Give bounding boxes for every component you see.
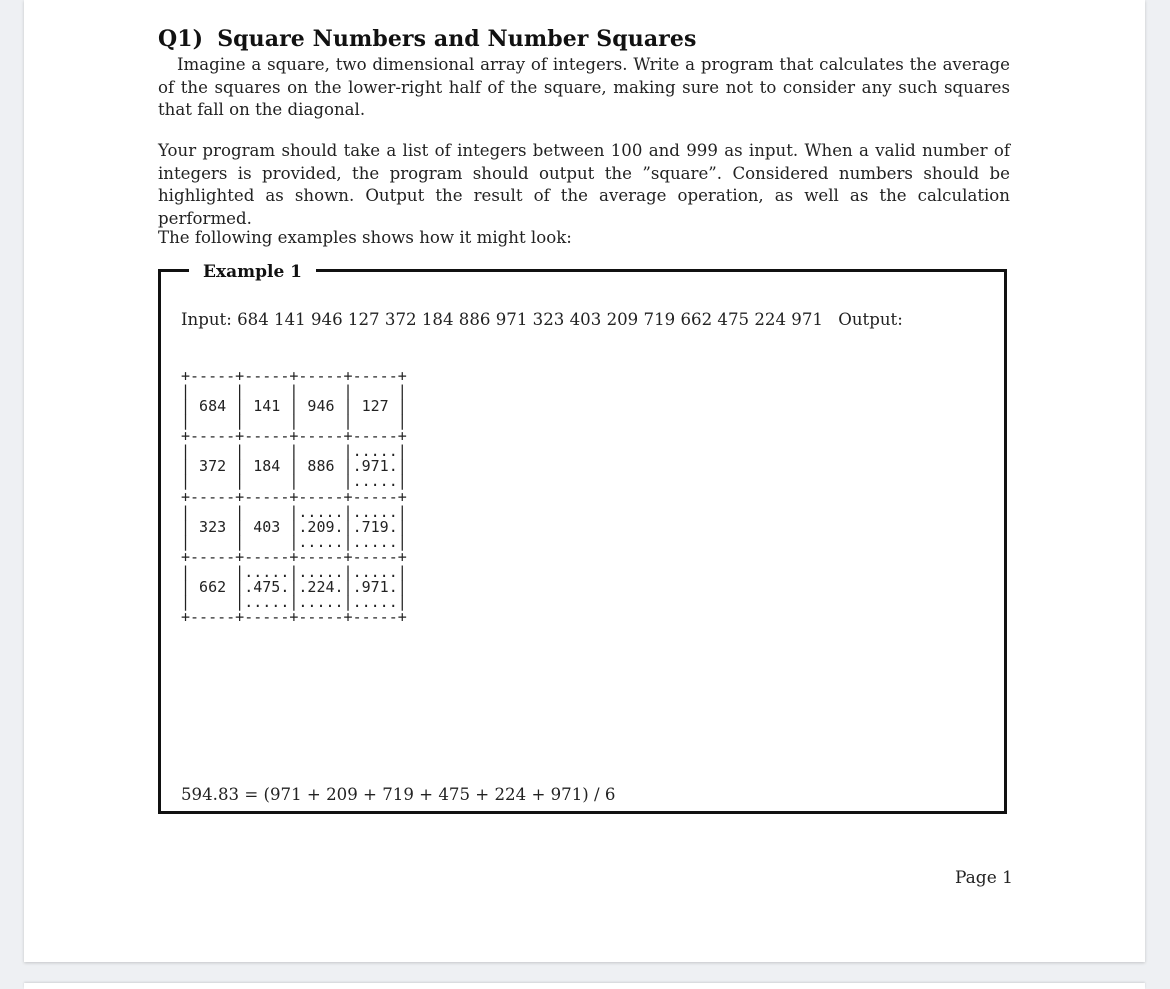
intro-paragraph: Imagine a square, two dimensional array of integers. Write a program that calculates the average of the squares on the lower-right half of the square, making sure not to consider any such squares that fall on the diagonal. [158, 55, 1010, 120]
grid-line: | |.....|.....|.....| [181, 562, 407, 581]
examples-intro-paragraph: The following examples shows how it might look: [158, 228, 572, 247]
grid-line: | | | |.....| [181, 442, 407, 461]
grid-line: | 684 | 141 | 946 | 127 | [181, 397, 407, 416]
question-number: Q1) [158, 26, 204, 52]
ascii-square-grid [181, 369, 407, 625]
input-label: Input: [181, 310, 232, 329]
grid-line: | 372 | 184 | 886 |.971.| [181, 457, 407, 476]
grid-line: | | | |.....| [181, 472, 407, 491]
requirements-paragraph: Your program should take a list of integers between 100 and 999 as input. When a valid number of integers is provided, the program should output the ”square”. Considered numbers should be highlighted as shown. Output the result of the average operation, as well as the calculation performed. [158, 141, 1010, 228]
example-input-line [181, 310, 903, 329]
input-values: 684 141 946 127 372 184 886 971 323 403 209 719 662 475 224 971 [237, 310, 823, 329]
grid-line: +-----+-----+-----+-----+ [181, 547, 407, 566]
example-box [158, 262, 1007, 814]
grid-line: +-----+-----+-----+-----+ [181, 367, 407, 385]
grid-line: | | |.....|.....| [181, 532, 407, 551]
example-title: Example 1 [189, 261, 316, 283]
grid-line: +-----+-----+-----+-----+ [181, 487, 407, 506]
page-number: Page 1 [955, 868, 1013, 888]
average-calculation: 594.83 = (971 + 209 + 719 + 475 + 224 + 971) / 6 [181, 785, 616, 804]
grid-line: | 662 |.475.|.224.|.971.| [181, 577, 407, 596]
grid-line: | | | | | [181, 382, 407, 401]
question-heading [158, 26, 696, 52]
next-page-edge [24, 983, 1145, 989]
output-label: Output: [838, 310, 903, 329]
grid-line: | | | | | [181, 412, 407, 431]
grid-line: +-----+-----+-----+-----+ [181, 427, 407, 446]
grid-line: +-----+-----+-----+-----+ [181, 608, 407, 626]
grid-line: | 323 | 403 |.209.|.719.| [181, 517, 407, 536]
grid-line: | | |.....|.....| [181, 502, 407, 521]
grid-line: | |.....|.....|.....| [181, 592, 407, 611]
question-title: Square Numbers and Number Squares [217, 26, 697, 52]
